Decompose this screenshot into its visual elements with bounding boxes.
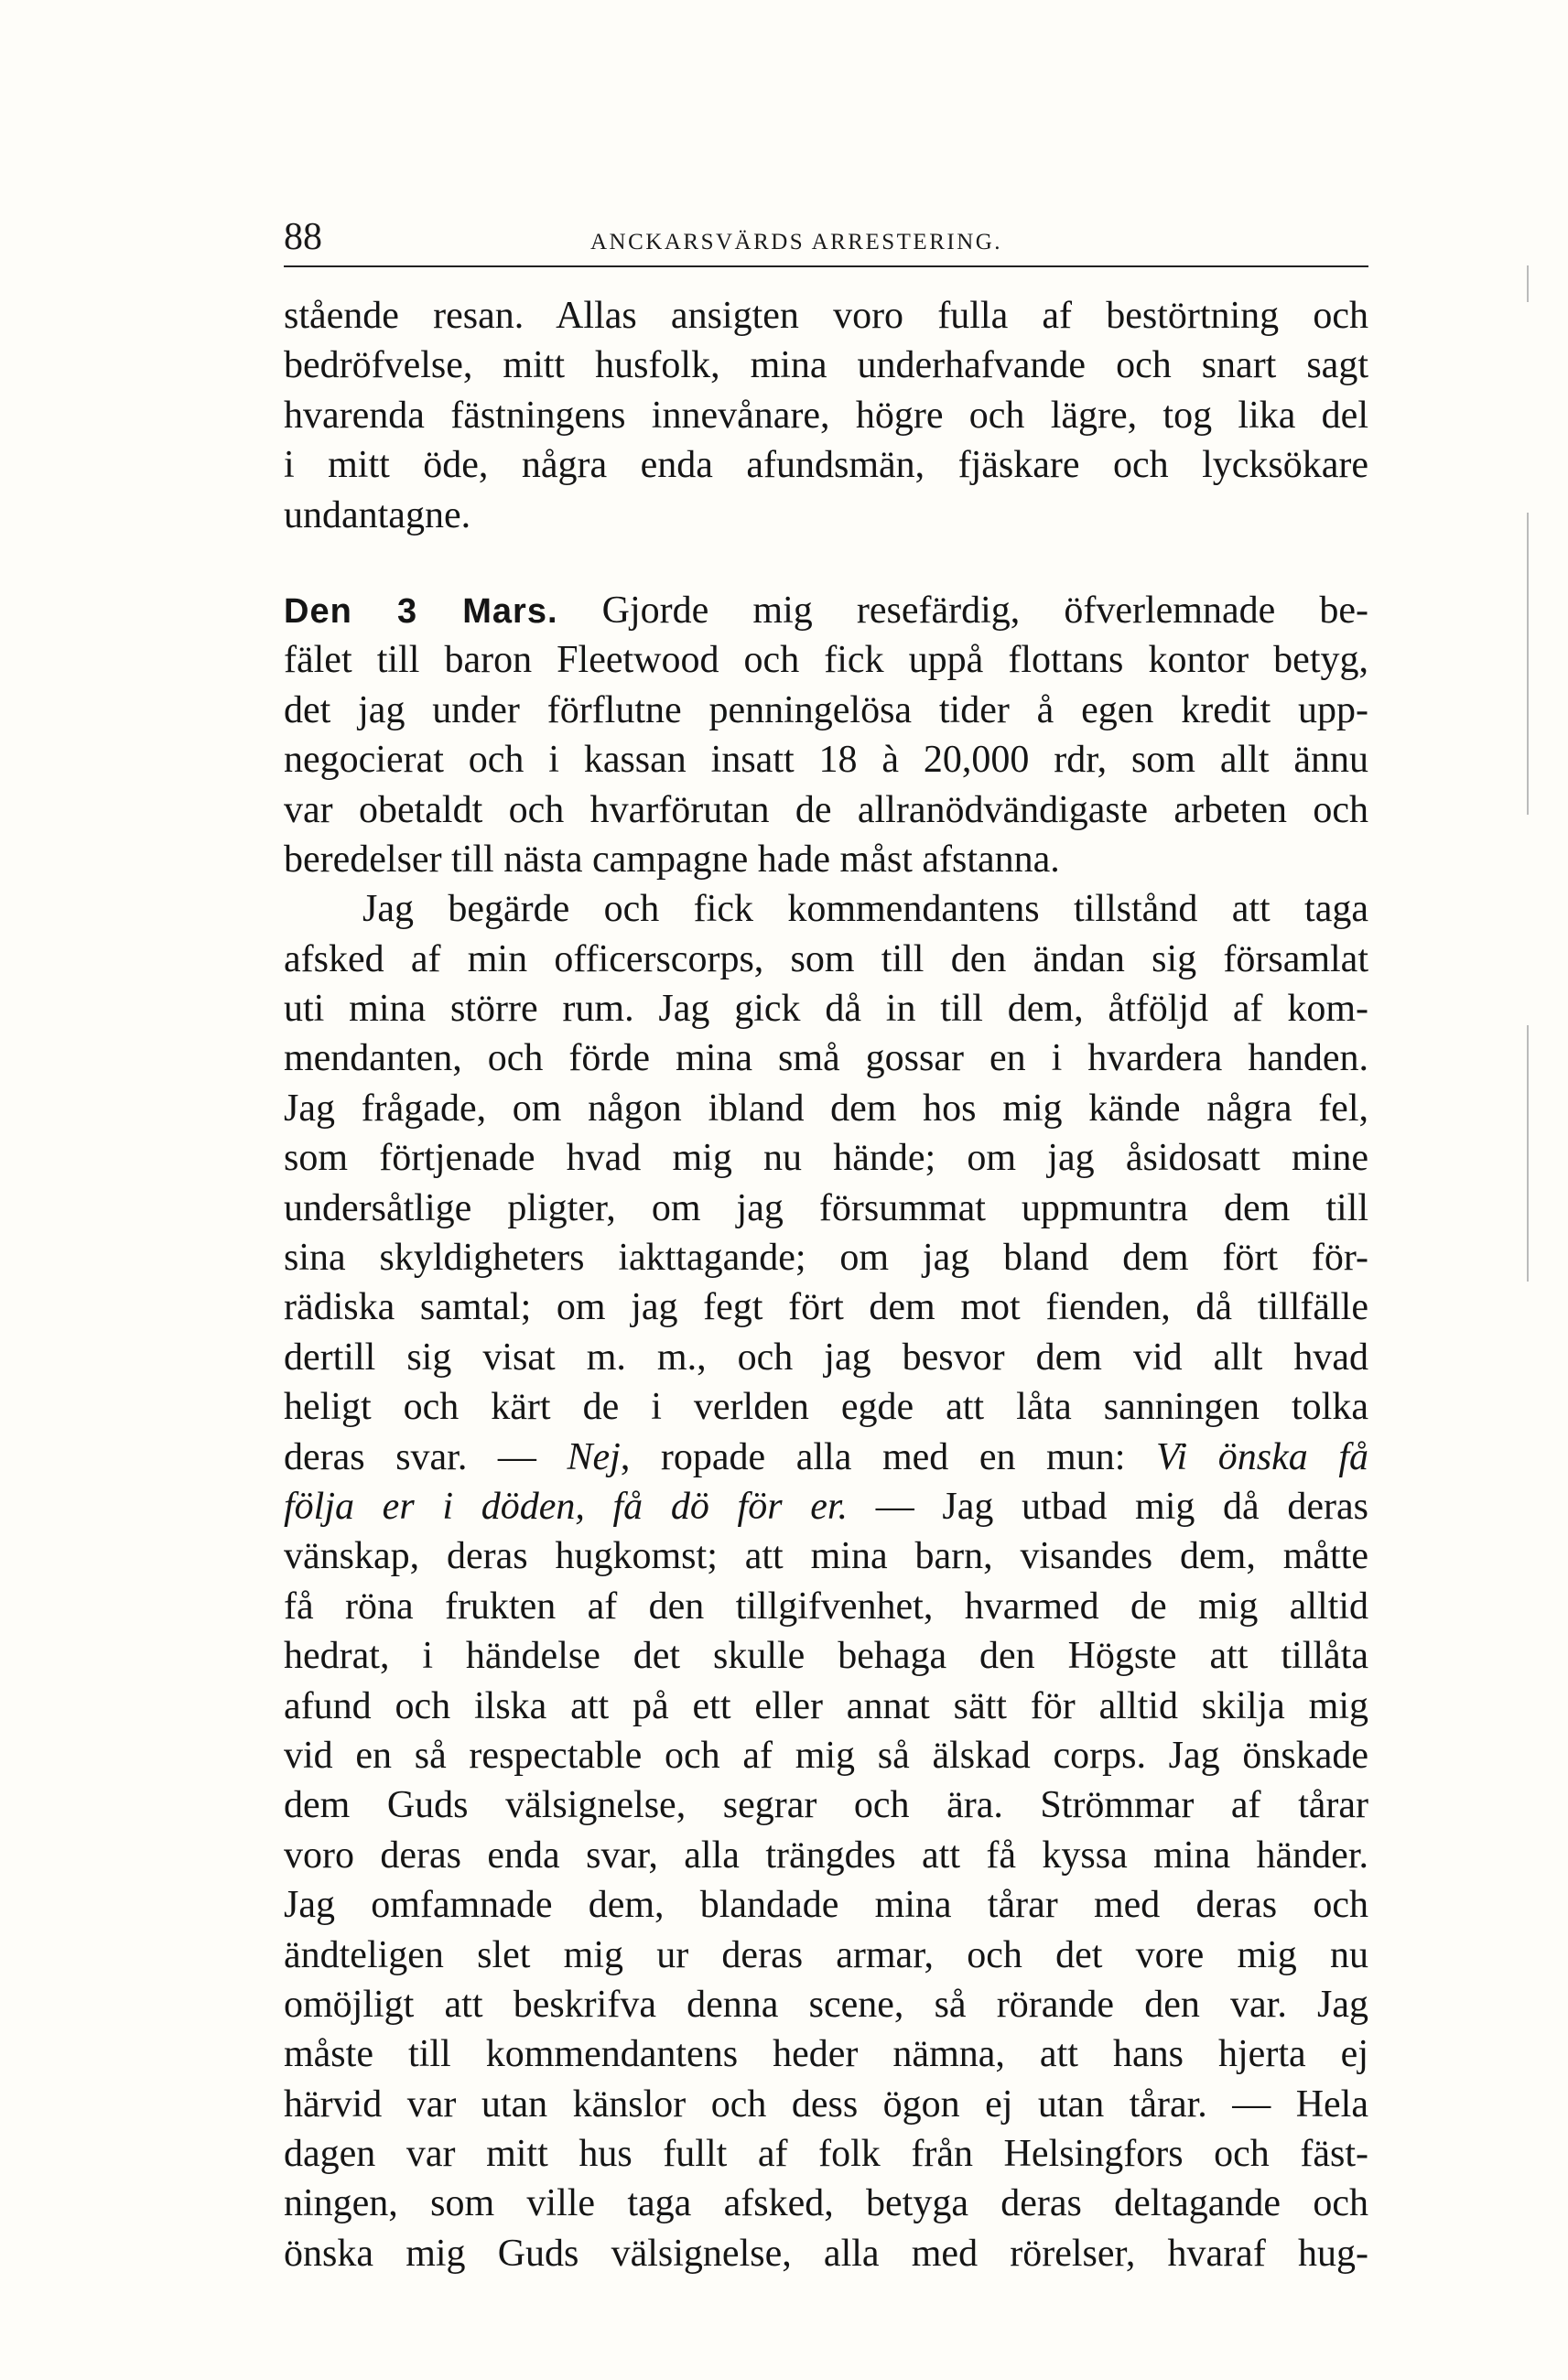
text-line: Jag omfamnade dem, blandade mina tårar med deras och (284, 1884, 1368, 1927)
text-run: , ropade alla med en mun: (620, 1435, 1156, 1478)
text-line: det jag under förflutne penningelösa tider å egen kredit upp- (284, 688, 1368, 731)
text-line: som förtjenade hvad mig nu hände; om jag åsidosatt mine (284, 1137, 1368, 1180)
text-line: dem Guds välsignelse, segrar och ära. Strömmar af tårar (284, 1784, 1368, 1827)
scan-edge-mark (1527, 513, 1529, 815)
text-line: vänskap, deras hugkomst; att mina barn, visandes dem, måtte (284, 1535, 1368, 1578)
text-line: ningen, som ville taga afsked, betyga deras deltagande och (284, 2182, 1368, 2225)
text-line: få röna frukten af den tillgifvenhet, hvarmed de mig alltid (284, 1585, 1368, 1628)
page-header (284, 218, 1368, 267)
text-run: deras svar. — (284, 1435, 568, 1478)
text-line: vid en så respectable och af mig så älskad corps. Jag önskade (284, 1734, 1368, 1777)
paragraph-gap (284, 540, 1368, 586)
text-line: hvarenda fästningens innevånare, högre och lägre, tog lika del (284, 394, 1368, 437)
text-line: härvid var utan känslor och dess ögon ej utan tårar. — Hela (284, 2082, 1368, 2126)
text-line: bedröfvelse, mitt husfolk, mina underhafvande och snart sagt (284, 344, 1368, 387)
text-line: heligt och kärt de i verlden egde att låta sanningen tolka (284, 1386, 1368, 1429)
text-line: mendanten, och förde mina små gossar en i hvardera handen. (284, 1037, 1368, 1080)
text-line: Jag frågade, om någon ibland dem hos mig kände några fel, (284, 1087, 1368, 1130)
text-line: hedrat, i händelse det skulle behaga den Högste att tillåta (284, 1635, 1368, 1678)
text-line: voro deras enda svar, alla trängdes att få kyssa mina händer. (284, 1834, 1368, 1877)
italic-quote: Nej (567, 1435, 621, 1478)
text-line: Jag begärde och fick kommendantens tillstånd att taga (362, 888, 1368, 931)
paragraph-1 (284, 291, 1368, 540)
text-line: undersåtlige pligter, om jag försummat uppmuntra dem till (284, 1186, 1368, 1229)
text-line: stående resan. Allas ansigten voro fulla af bestörtning och (284, 295, 1368, 337)
paragraph-3 (284, 884, 1368, 2278)
scan-edge-mark (1527, 265, 1529, 302)
text-line: sina skyldigheters iakttagande; om jag bland dem fört för- (284, 1237, 1368, 1280)
text-line: önska mig Guds välsignelse, alla med rörelser, hvaraf hug- (284, 2232, 1368, 2275)
date-heading: Den 3 Mars. (284, 591, 558, 631)
text-line: afsked af min officerscorps, som till den ändan sig församlat (284, 937, 1368, 980)
body-text (284, 291, 1368, 2278)
scan-edge-mark (1527, 1025, 1529, 1282)
text-run: — Jag utbad mig då deras (848, 1485, 1368, 1528)
paragraph-2-first-line-text: Gjorde mig resefärdig, öfverlemnade be- (601, 589, 1368, 632)
italic-quote: följa er i döden, få dö för er. (284, 1485, 849, 1528)
paragraph-2-first-line (284, 586, 1368, 635)
text-line: undantagne. (284, 493, 471, 536)
text-line: uti mina större rum. Jag gick då in till dem, åtföljd af kom- (284, 988, 1368, 1031)
text-line: rädiska samtal; om jag fegt fört dem mot fienden, då tillfälle (284, 1286, 1368, 1329)
text-line: negocierat och i kassan insatt 18 à 20,000 rdr, som allt ännu (284, 739, 1368, 782)
text-line: måste till kommendantens heder nämna, att hans hjerta ej (284, 2033, 1368, 2076)
text-line-with-italic (284, 1433, 1368, 1482)
running-head: ANCKARSVÄRDS ARRESTERING. (590, 230, 1003, 254)
text-line: var obetaldt och hvarförutan de allranödvändigaste arbeten och (284, 788, 1368, 831)
text-line: dertill sig visat m. m., och jag besvor dem vid allt hvad (284, 1336, 1368, 1379)
text-line: afund och ilska att på ett eller annat sätt för alltid skilja mig (284, 1684, 1368, 1727)
text-line-with-italic (284, 1482, 1368, 1531)
text-line: ändteligen slet mig ur deras armar, och det vore mig nu (284, 1933, 1368, 1976)
text-line: omöjligt att beskrifva denna scene, så rörande den var. Jag (284, 1983, 1368, 2026)
text-line: i mitt öde, några enda afundsmän, fjäskare och lycksökare (284, 444, 1368, 487)
text-line: dagen var mitt hus fullt af folk från Helsingfors och fäst- (284, 2133, 1368, 2176)
paragraph-2 (284, 586, 1368, 884)
text-line: fälet till baron Fleetwood och fick uppå flottans kontor betyg, (284, 639, 1368, 682)
text-line: beredelser till nästa campagne hade måst afstanna. (284, 838, 1060, 881)
page-number: 88 (284, 216, 322, 258)
italic-quote: Vi önska få (1155, 1435, 1368, 1478)
